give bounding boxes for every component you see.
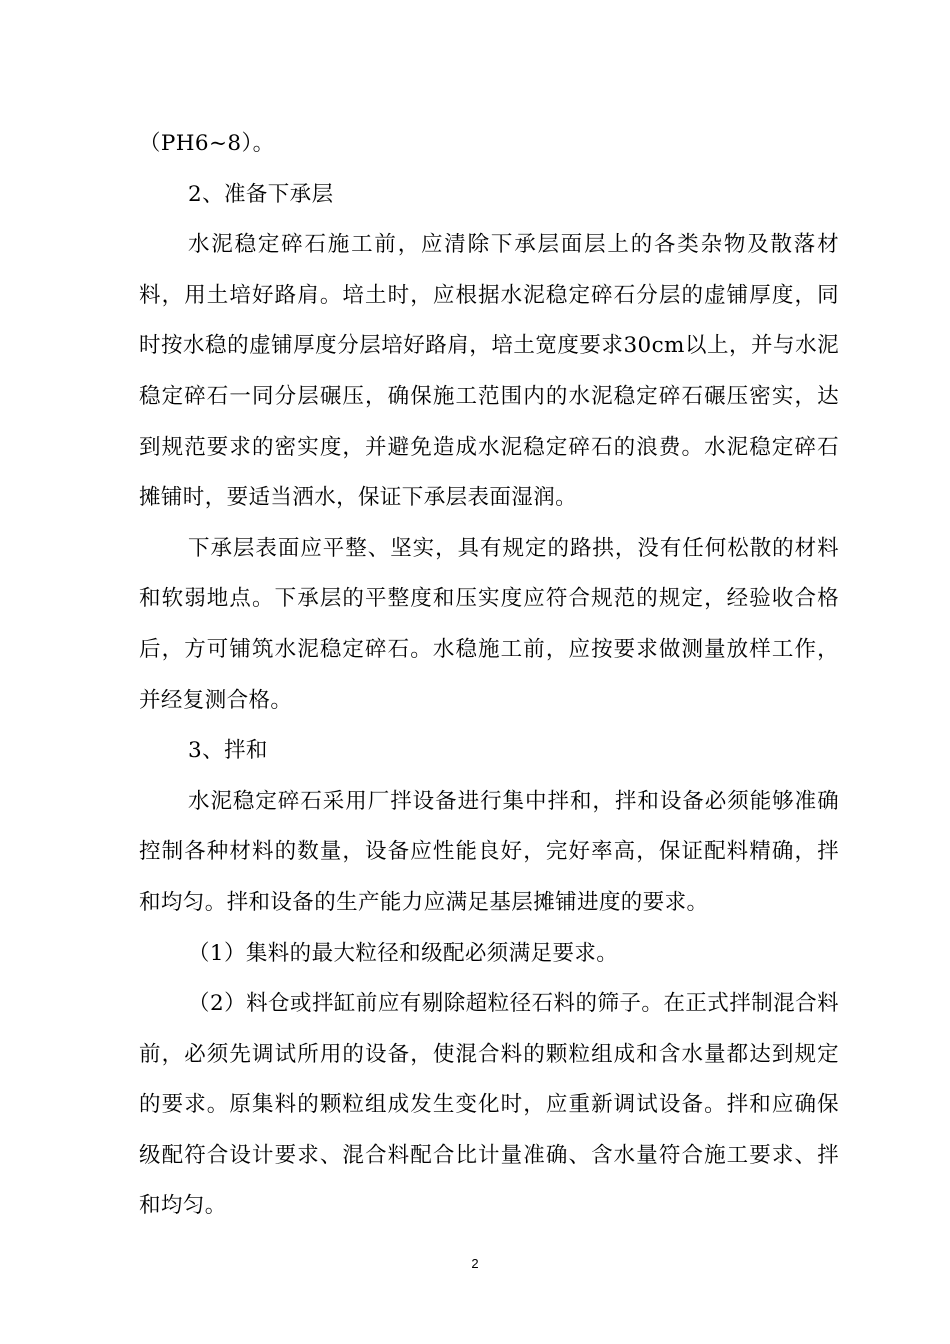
paragraph: 水泥稳定碎石施工前，应清除下承层面层上的各类杂物及散落材料，用土培好路肩。培土时，应根据水泥稳定碎石分层的虚铺厚度，同时按水稳的虚铺厚度分层培好路肩，培土宽度要求30cm以上，并与水泥稳定碎石一同分层碾压，确保施工范围内的水泥稳定碎石碾压密实，达到规范要求的密实度，并避免造成水泥稳定碎石的浪费。水泥稳定碎石摊铺时，要适当洒水，保证下承层表面湿润。 bbox=[139, 232, 839, 511]
list-item: （2）料仓或拌缸前应有剔除超粒径石料的筛子。在正式拌制混合料前，必须先调试所用的设备，使混合料的颗粒组成和含水量都达到规定的要求。原集料的颗粒组成发生变化时，应重新调试设备。拌和应确保级配符合设计要求、混合料配合比计量准确、含水量符合施工要求、拌和均匀。 bbox=[139, 991, 839, 1219]
paragraph: 下承层表面应平整、坚实，具有规定的路拱，没有任何松散的材料和软弱地点。下承层的平整度和压实度应符合规范的规定，经验收合格后，方可铺筑水泥稳定碎石。水稳施工前，应按要求做测量放样工作，并经复测合格。 bbox=[139, 535, 839, 713]
page-number: 2 bbox=[471, 1256, 479, 1271]
section-heading-prepare-base: 2、准备下承层 bbox=[188, 181, 334, 207]
list-item: （1）集料的最大粒径和级配必须满足要求。 bbox=[188, 940, 619, 966]
paragraph: 水泥稳定碎石采用厂拌设备进行集中拌和，拌和设备必须能够准确控制各种材料的数量，设备应性能良好，完好率高，保证配料精确，拌和均匀。拌和设备的生产能力应满足基层摊铺进度的要求。 bbox=[139, 788, 839, 915]
section-heading-mixing: 3、拌和 bbox=[188, 738, 268, 764]
paragraph-continuation: （PH6~8）。 bbox=[139, 131, 275, 156]
page-body bbox=[139, 119, 839, 1232]
